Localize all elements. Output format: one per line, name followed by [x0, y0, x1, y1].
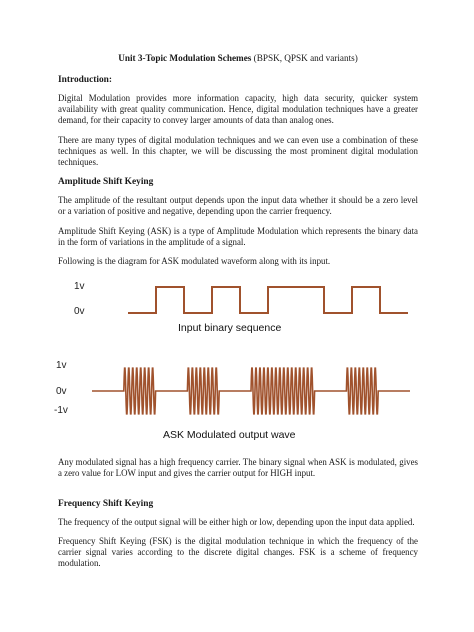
title-bold: Unit 3-Topic Modulation Schemes	[118, 53, 252, 63]
input-square-wave	[128, 287, 408, 313]
ask-heading: Amplitude Shift Keying	[58, 177, 154, 188]
ask-label-0v: 0v	[56, 386, 67, 398]
input-binary-waveform	[58, 275, 418, 321]
introduction-paragraph-1: Digital Modulation provides more information capacity, high data security, quicker system availability with great quality communication. Hence, digital modulation techniques have a greater demand, for their capacity to convey larger amounts of data than analog ones.	[58, 93, 418, 126]
ask-paragraph-4: Any modulated signal has a high frequency carrier. The binary signal when ASK is modulated, gives a zero value for LOW input and gives the carrier output for HIGH input.	[58, 457, 418, 479]
fsk-paragraph-2: Frequency Shift Keying (FSK) is the digital modulation technique in which the frequency of the carrier signal varies according to the discrete digital changes. FSK is a scheme of frequency modulation.	[58, 535, 418, 569]
introduction-heading: Introduction:	[58, 75, 113, 85]
input-binary-figure	[58, 275, 418, 337]
ask-output-figure	[54, 357, 418, 453]
ask-label-1v: 1v	[56, 360, 67, 372]
input-caption: Input binary sequence	[178, 322, 282, 335]
introduction-paragraph-2: There are many types of digital modulation techniques and we can even use a combination of these techniques as well. In this chapter, we will be discussing the most prominent digital modulation techniques.	[58, 134, 418, 168]
ask-paragraph-1: The amplitude of the resultant output depends upon the input data whether it should be a zero level or a variation of positive and negative, depending upon the carrier frequency.	[58, 195, 418, 217]
ask-caption: ASK Modulated output wave	[163, 429, 296, 442]
title-rest: (BPSK, QPSK and variants)	[251, 53, 358, 63]
document-title	[58, 52, 418, 64]
fsk-heading: Frequency Shift Keying	[58, 498, 154, 509]
input-label-1v: 1v	[74, 281, 85, 293]
ask-paragraph-2: Amplitude Shift Keying (ASK) is a type of Amplitude Modulation which represents the binary data in the form of variations in the amplitude of a signal.	[58, 225, 418, 247]
ask-label-neg1v: -1v	[54, 405, 68, 417]
fsk-paragraph-1: The frequency of the output signal will be either high or low, depending upon the input data applied.	[58, 516, 415, 527]
ask-modulated-waveform	[58, 357, 418, 421]
input-label-0v: 0v	[74, 306, 85, 318]
ask-carrier-wave	[92, 368, 410, 414]
document-page	[54, 48, 418, 577]
ask-paragraph-3: Following is the diagram for ASK modulated waveform along with its input.	[58, 256, 331, 267]
